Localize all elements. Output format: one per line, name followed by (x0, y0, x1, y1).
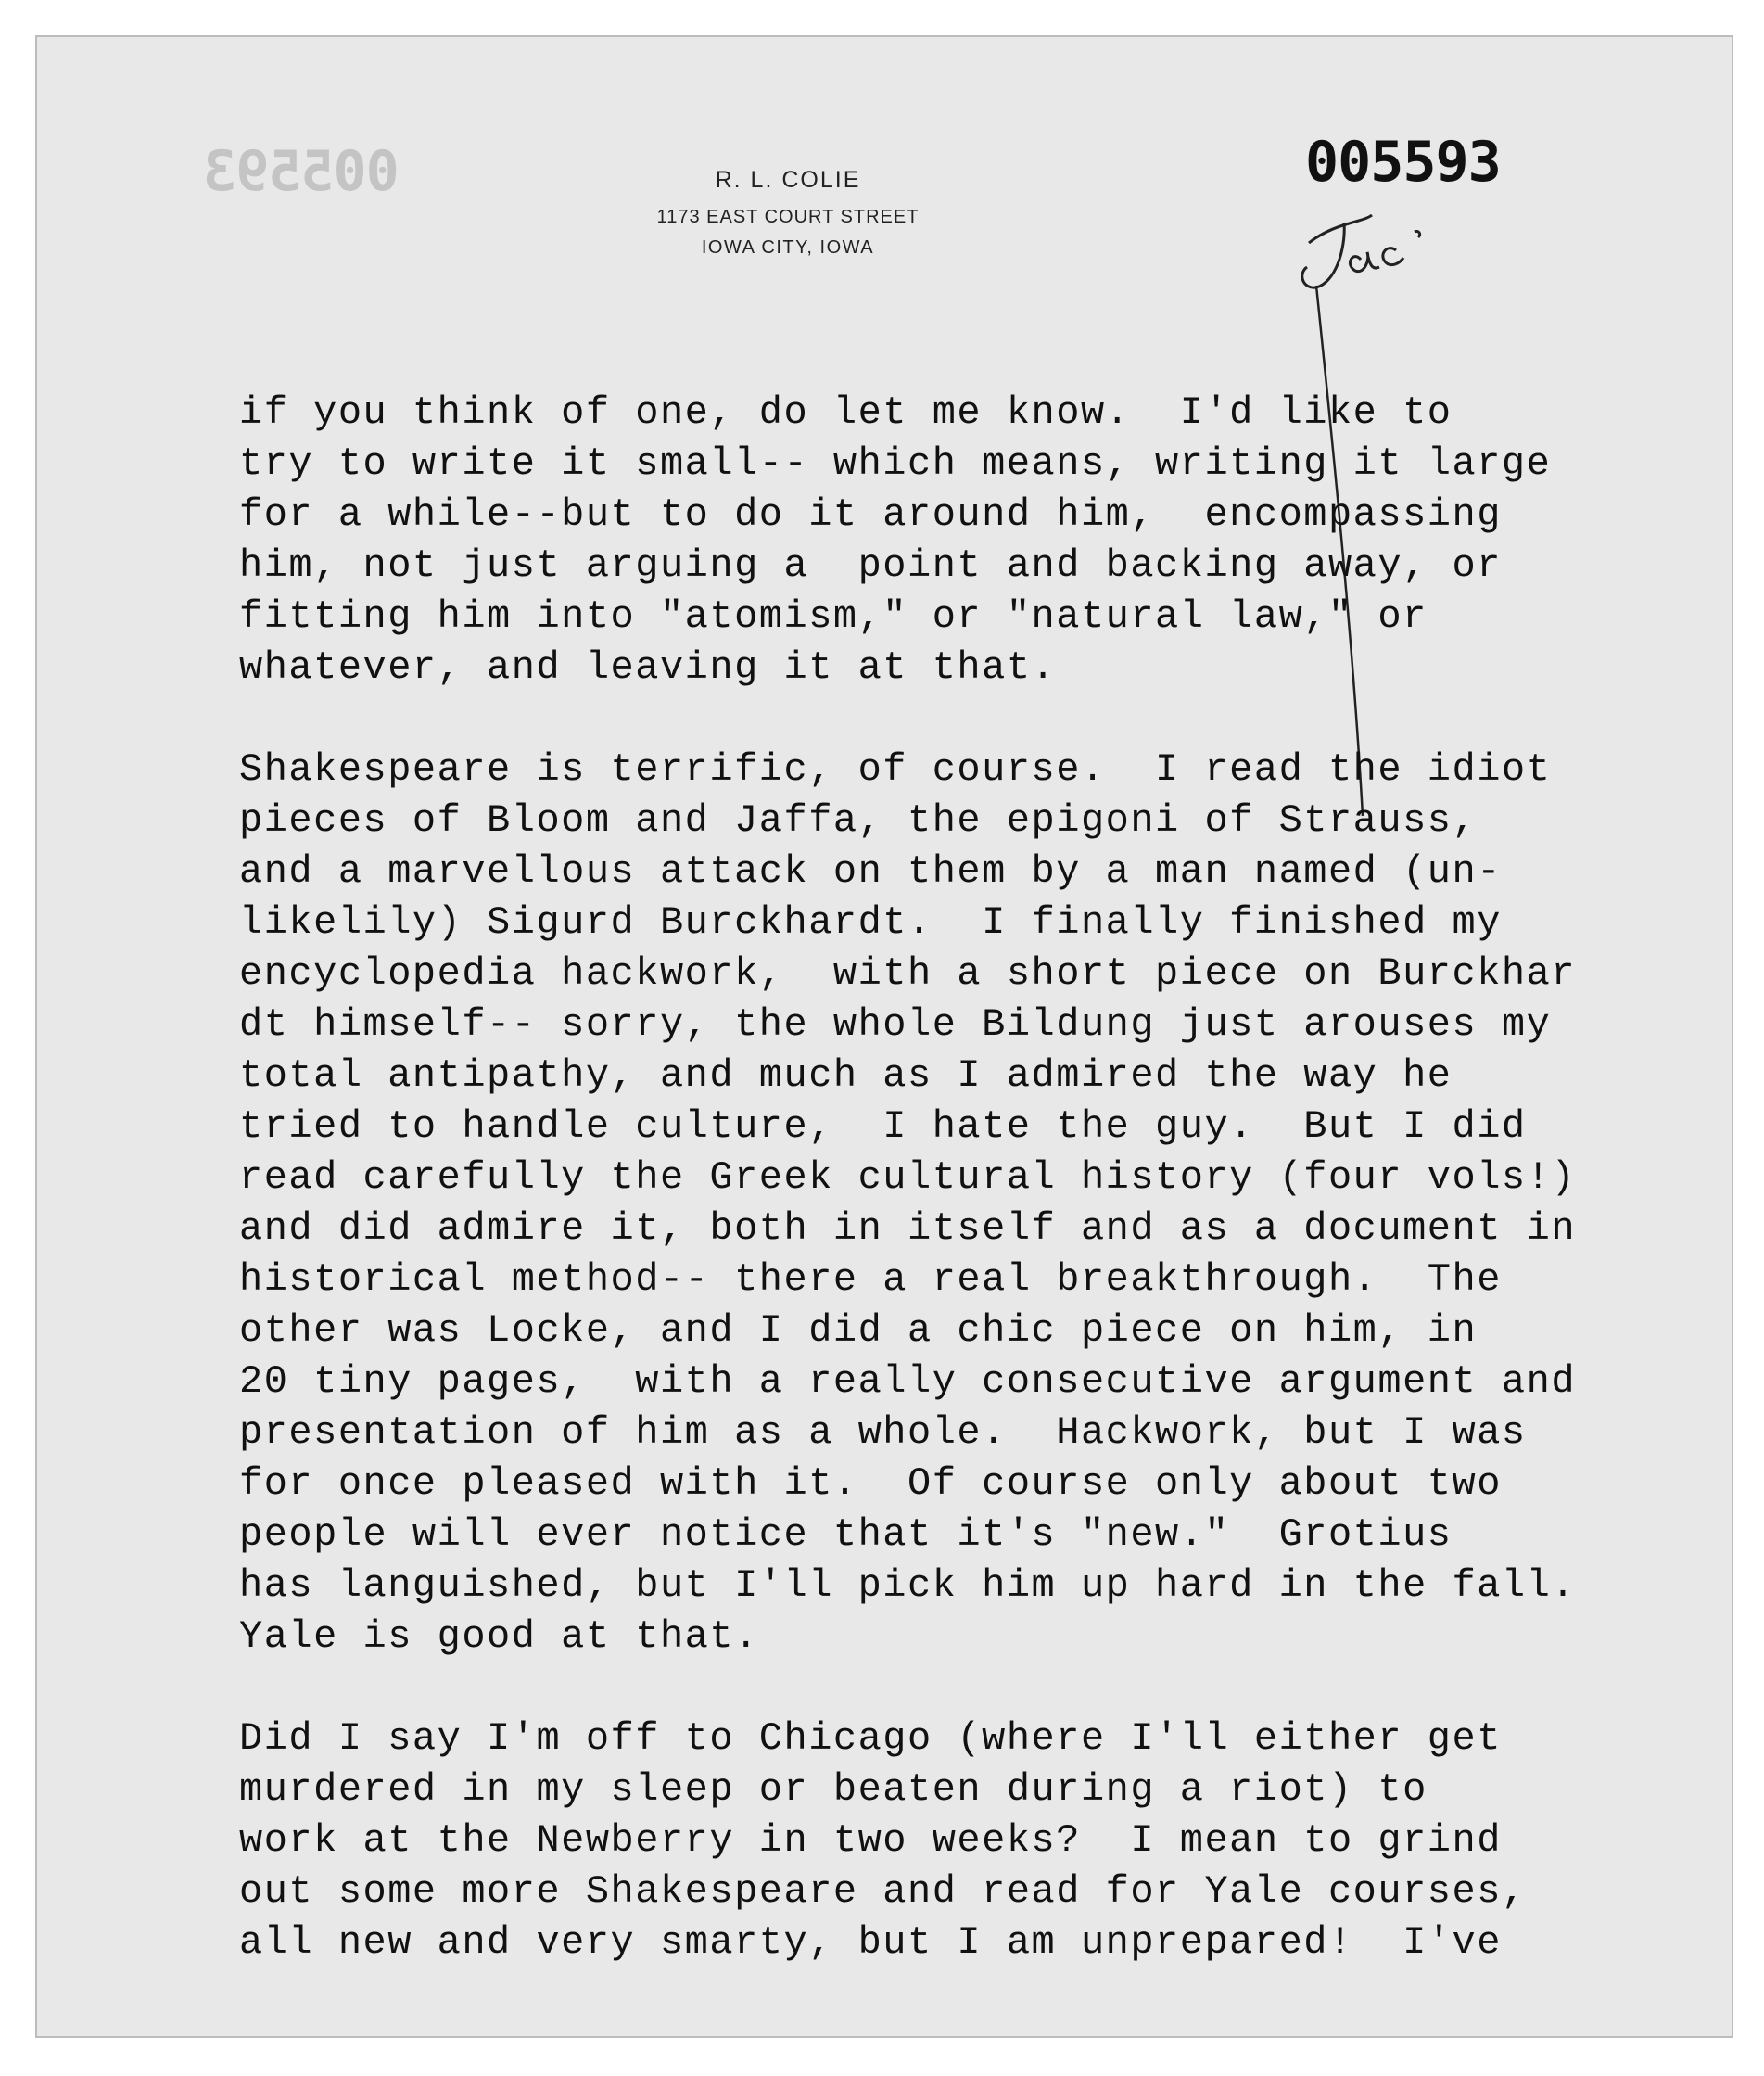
document-number: 005593 (1305, 130, 1501, 195)
text-line: 20 tiny pages, with a really consecutive argument and (239, 1359, 1577, 1404)
text-line: presentation of him as a whole. Hackwork, but I was (239, 1410, 1527, 1455)
text-line: people will ever notice that it's "new." Grotius (239, 1512, 1453, 1557)
letterhead-name: R. L. COLIE (715, 167, 861, 193)
scan-edge-mark (1704, 37, 1732, 65)
letterhead (593, 167, 983, 259)
text-line: and a marvellous attack on them by a man named (un- (239, 849, 1502, 894)
text-line: for once pleased with it. Of course only about two (239, 1461, 1502, 1506)
text-line: for a while--but to do it around him, encompassing (239, 492, 1502, 537)
text-line: if you think of one, do let me know. I'd like to (239, 390, 1453, 435)
document-number-show-through: 005593 (204, 139, 400, 204)
text-line: fitting him into "atomism," or "natural law," or (239, 594, 1428, 639)
text-line: pieces of Bloom and Jaffa, the epigoni of Strauss, (239, 798, 1478, 843)
text-line: historical method-- there a real breakthrough. The (239, 1257, 1502, 1302)
text-line: and did admire it, both in itself and as a document in (239, 1206, 1577, 1251)
text-line: try to write it small-- which means, writing it large (239, 441, 1552, 486)
text-line: likelily) Sigurd Burckhardt. I finally finished my (239, 900, 1502, 945)
text-line: out some more Shakespeare and read for Yale courses, (239, 1869, 1527, 1914)
text-line: work at the Newberry in two weeks? I mean to grind (239, 1818, 1502, 1863)
text-line: Shakespeare is terrific, of course. I read the idiot (239, 747, 1552, 792)
text-line: murdered in my sleep or beaten during a riot) to (239, 1767, 1428, 1812)
text-line: whatever, and leaving it at that. (239, 645, 1057, 690)
letterhead-city: IOWA CITY, IOWA (701, 237, 875, 258)
text-line: total antipathy, and much as I admired the way he (239, 1053, 1453, 1098)
paragraph (239, 1713, 1741, 1968)
text-line: other was Locke, and I did a chic piece on him, in (239, 1308, 1478, 1353)
text-line: Yale is good at that. (239, 1614, 759, 1659)
text-line: dt himself-- sorry, the whole Bildung just arouses my (239, 1002, 1552, 1047)
letter-body (239, 388, 1741, 2019)
paragraph (239, 388, 1741, 694)
text-line: tried to handle culture, I hate the guy. But I did (239, 1104, 1527, 1149)
text-line: encyclopedia hackwork, with a short piece on Burckhar (239, 951, 1577, 996)
text-line: read carefully the Greek cultural history (four vols!) (239, 1155, 1577, 1200)
text-line: all new and very smarty, but I am unprepared! I've (239, 1920, 1502, 1965)
text-line: has languished, but I'll pick him up hard in the fall. (239, 1563, 1577, 1608)
letterhead-street: 1173 EAST COURT STREET (656, 207, 920, 227)
text-line: him, not just arguing a point and backing away, or (239, 543, 1502, 588)
text-line: Did I say I'm off to Chicago (where I'll either get (239, 1716, 1502, 1761)
paragraph (239, 745, 1741, 1662)
